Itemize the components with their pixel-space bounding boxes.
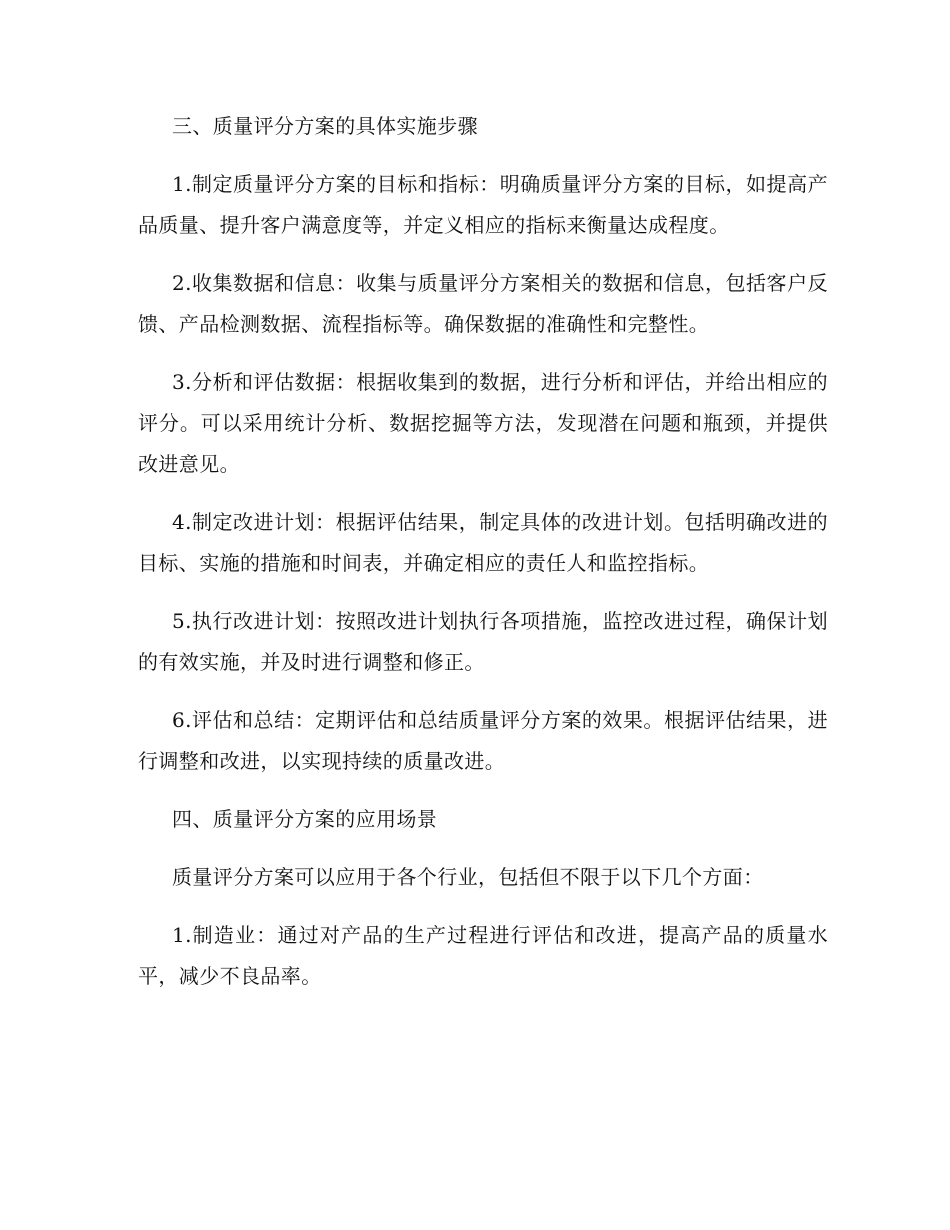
paragraph-application-intro: 质量评分方案可以应用于各个行业，包括但不限于以下几个方面： [172, 865, 764, 889]
paragraph-step-2: 2.收集数据和信息：收集与质量评分方案相关的数据和信息，包括客户反馈、产品检测数据、流程指标等。确保数据的准确性和完整性。 [138, 271, 828, 336]
paragraph-application-manufacturing: 1.制造业：通过对产品的生产过程进行评估和改进，提高产品的质量水平，减少不良品率。 [138, 923, 828, 988]
paragraph-step-4: 4.制定改进计划：根据评估结果，制定具体的改进计划。包括明确改进的目标、实施的措施和时间表，并确定相应的责任人和监控指标。 [138, 510, 828, 575]
paragraph-step-5: 5.执行改进计划：按照改进计划执行各项措施，监控改进过程，确保计划的有效实施，并及时进行调整和修正。 [138, 609, 828, 674]
section-heading-application-scenarios: 四、质量评分方案的应用场景 [172, 807, 438, 831]
paragraph-step-6: 6.评估和总结：定期评估和总结质量评分方案的效果。根据评估结果，进行调整和改进，以实现持续的质量改进。 [138, 708, 828, 773]
paragraph-step-3: 3.分析和评估数据：根据收集到的数据，进行分析和评估，并给出相应的评分。可以采用统计分析、数据挖掘等方法，发现潜在问题和瓶颈，并提供改进意见。 [138, 370, 828, 476]
document-body [138, 106, 828, 1014]
section-heading-implementation-steps: 三、质量评分方案的具体实施步骤 [172, 114, 478, 138]
paragraph-step-1: 1.制定质量评分方案的目标和指标：明确质量评分方案的目标，如提高产品质量、提升客户满意度等，并定义相应的指标来衡量达成程度。 [138, 172, 828, 237]
